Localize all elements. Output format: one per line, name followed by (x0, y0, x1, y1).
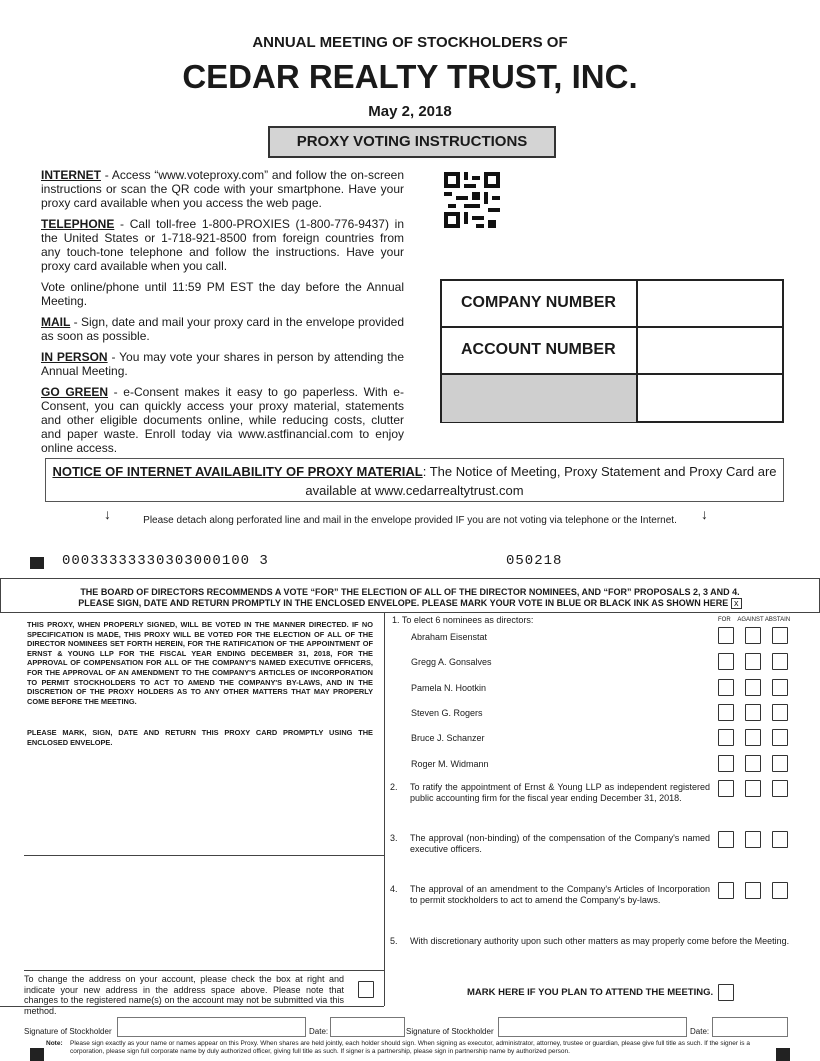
vote-checkbox-for[interactable] (718, 704, 734, 721)
proposal-4-number: 4. (390, 884, 398, 894)
instruction-internet: INTERNET - Access “www.voteproxy.com” and follow the on-screen instructions or scan the QR code with your smartphone. Have your proxy card available when you access the web page. (41, 168, 404, 210)
vote-checkbox-abstain[interactable] (772, 882, 788, 899)
proposal-3-text: The approval (non-binding) of the compensation of the Company's named executive officers. (410, 833, 710, 854)
attend-meeting-checkbox[interactable] (718, 984, 734, 1001)
proposal-1-label: 1. To elect 6 nominees as directors: (392, 615, 534, 625)
registration-mark (30, 1048, 44, 1061)
meeting-date: May 2, 2018 (368, 103, 452, 120)
vote-checkbox-abstain[interactable] (772, 755, 788, 772)
blank-row (442, 375, 782, 422)
nominee-name: Roger M. Widmann (411, 758, 489, 769)
company-number-row: COMPANY NUMBER (442, 281, 782, 328)
voting-instructions (41, 168, 404, 462)
vote-checkbox-for[interactable] (718, 882, 734, 899)
vote-checkbox-abstain[interactable] (772, 653, 788, 670)
nominee-name: Abraham Eisenstat (411, 632, 488, 642)
barcode-number: 00033333330303000100 3 (62, 553, 269, 569)
registration-mark (30, 557, 44, 569)
date-label: Date: (309, 1027, 329, 1036)
vote-checkbox-against[interactable] (745, 653, 761, 670)
arrow-down-icon: ↓ (701, 506, 708, 522)
vote-checkbox-abstain[interactable] (772, 780, 788, 797)
internet-availability-notice: NOTICE OF INTERNET AVAILABILITY OF PROXY MATERIAL: The Notice of Meeting, Proxy Statement and Proxy Card are available at www.cedarrealtytrust.com (45, 458, 784, 502)
vote-checkbox-against[interactable] (745, 704, 761, 721)
date-field-1[interactable] (330, 1017, 405, 1037)
attend-meeting-label: MARK HERE IF YOU PLAN TO ATTEND THE MEETING. (467, 987, 714, 998)
instruction-deadline: Vote online/phone until 11:59 PM EST the day before the Annual Meeting. (41, 280, 404, 308)
column-divider (384, 613, 385, 1006)
vote-checkbox-for[interactable] (718, 780, 734, 797)
instruction-telephone: TELEPHONE - Call toll-free 1-800-PROXIES (1-800-776-9437) in the United States or 1-718-921-8500 from foreign countries from any touch-tone telephone and follow the instructions. Have your proxy card available when you call. (41, 217, 404, 273)
proposal-5-text: With discretionary authority upon such other matters as may properly come before the Meeting. (410, 936, 790, 946)
detach-instruction: Please detach along perforated line and mail in the envelope provided IF you are not voting via telephone or the Internet. (143, 515, 677, 526)
vote-checkbox-against[interactable] (745, 729, 761, 746)
date-field-2[interactable] (712, 1017, 788, 1037)
board-recommendation: THE BOARD OF DIRECTORS RECOMMENDS A VOTE “FOR” THE ELECTION OF ALL OF THE DIRECTOR NOMINEES, AND “FOR” PROPOSALS 2, 3 AND 4. PLEASE SIGN, DATE AND RETURN PROMPTLY IN THE ENCLOSED ENVELOPE. PLEASE MARK YOUR VOTE IN BLUE OR BLACK INK AS SHOWN HERE x (0, 578, 820, 613)
instruction-in-person: IN PERSON - You may vote your shares in person by attending the Annual Meeting. (41, 350, 404, 378)
signature-field-1[interactable] (117, 1017, 306, 1037)
vote-checkbox-against[interactable] (745, 780, 761, 797)
account-number-row: ACCOUNT NUMBER (442, 328, 782, 375)
instruction-go-green: GO GREEN - e-Consent makes it easy to go paperless. With e-Consent, you can quickly access your proxy material, statements and other eligible documents online, while reducing costs, clutter and paper waste. Enroll today via www.astfinancial.com to enjoy online access. (41, 385, 404, 455)
qr-code-icon (444, 172, 500, 228)
vote-checkbox-abstain[interactable] (772, 704, 788, 721)
account-info-box (440, 279, 784, 423)
vote-checkbox-abstain[interactable] (772, 627, 788, 644)
nominee-name: Gregg A. Gonsalves (411, 657, 492, 668)
sample-mark: x (731, 598, 742, 609)
vote-checkbox-against[interactable] (745, 831, 761, 848)
arrow-down-icon: ↓ (104, 506, 111, 522)
vote-checkbox-abstain[interactable] (772, 729, 788, 746)
proposal-3-number: 3. (390, 833, 398, 843)
proposal-2-number: 2. (390, 782, 398, 792)
signature-label: Signature of Stockholder (24, 1027, 112, 1036)
proxy-voting-instructions-title: PROXY VOTING INSTRUCTIONS (268, 126, 556, 158)
vote-checkbox-abstain[interactable] (772, 831, 788, 848)
address-change-checkbox[interactable] (358, 981, 374, 998)
signature-field-2[interactable] (498, 1017, 687, 1037)
proposal-2-text: To ratify the appointment of Ernst & Young LLP as independent registered public accounting firm for the fiscal year ending December 31, 2018. (410, 782, 710, 803)
note-label: Note: (46, 1040, 63, 1047)
vote-checkbox-against[interactable] (745, 679, 761, 696)
address-area-divider (24, 855, 384, 856)
instruction-mail: MAIL - Sign, date and mail your proxy card in the envelope provided as soon as possible. (41, 315, 404, 343)
signature-label: Signature of Stockholder (406, 1027, 494, 1036)
return-instruction: PLEASE MARK, SIGN, DATE AND RETURN THIS PROXY CARD PROMPTLY USING THE ENCLOSED ENVELOPE. (27, 728, 373, 747)
nominee-name: Bruce J. Schanzer (411, 733, 485, 744)
date-label: Date: (690, 1027, 710, 1036)
vote-checkbox-for[interactable] (718, 653, 734, 670)
proxy-statement-text: THIS PROXY, WHEN PROPERLY SIGNED, WILL BE VOTED IN THE MANNER DIRECTED. IF NO SPECIFICATION IS MADE, THIS PROXY WILL BE VOTED FOR THE ELECTION OF ALL OF THE DIRECTOR NOMINEES SET FORTH HEREIN, FOR THE RATIFICATION OF THE APPOINTMENT OF ERNST & YOUNG LLP FOR THE FISCAL YEAR ENDING DECEMBER 31, 2018, FOR THE APPROVAL OF COMPENSATION FOR ALL OF THE COMPANY'S NAMED EXECUTIVE OFFICERS, FOR THE APPROVAL OF AN AMENDMENT TO THE COMPANY'S ARTICLES OF INCORPORATION TO PERMIT STOCKHOLDERS TO ACT TO AMEND THE COMPANY'S BY-LAWS, AND IN THE DISCRETION OF THE PROXY HOLDERS AS TO ANY OTHER MATTERS THAT MAY PROPERLY COME BEFORE THE MEETING. (27, 620, 373, 706)
vote-checkbox-abstain[interactable] (772, 679, 788, 696)
vote-checkbox-for[interactable] (718, 627, 734, 644)
vote-checkbox-for[interactable] (718, 729, 734, 746)
registration-mark (776, 1048, 790, 1061)
company-name: CEDAR REALTY TRUST, INC. (182, 58, 638, 95)
vote-checkbox-for[interactable] (718, 679, 734, 696)
date-code: 050218 (506, 553, 563, 569)
proposal-4-text: The approval of an amendment to the Company's Articles of Incorporation to permit stockholders to act to amend the Company's by-laws. (410, 884, 710, 905)
meeting-heading: ANNUAL MEETING OF STOCKHOLDERS OF (252, 34, 568, 51)
vote-checkbox-for[interactable] (718, 831, 734, 848)
vote-column-headers: FOR AGAINST ABSTAIN (718, 617, 791, 623)
vote-checkbox-for[interactable] (718, 755, 734, 772)
note-text: Please sign exactly as your name or names appear on this Proxy. When shares are held jointly, each holder should sign. When signing as executor, administrator, attorney, trustee or guardian, please give full title as such. If the signer is a corporation, please sign full corporate name by duly authorized officer, giving full title as such. If signer is a partnership, please sign in partnership name by authorized person. (70, 1040, 750, 1055)
address-change-text: To change the address on your account, please check the box at right and indicate your new address in the address space above. Please note that changes to the registered name(s) on the account may not be submitted via this method. (24, 974, 344, 1016)
vote-checkbox-against[interactable] (745, 627, 761, 644)
address-area-divider (24, 970, 384, 971)
vote-checkbox-against[interactable] (745, 882, 761, 899)
nominee-name: Pamela N. Hootkin (411, 682, 487, 693)
vote-checkbox-against[interactable] (745, 755, 761, 772)
proposal-5-number: 5. (390, 936, 398, 946)
nominee-name: Steven G. Rogers (411, 707, 483, 718)
